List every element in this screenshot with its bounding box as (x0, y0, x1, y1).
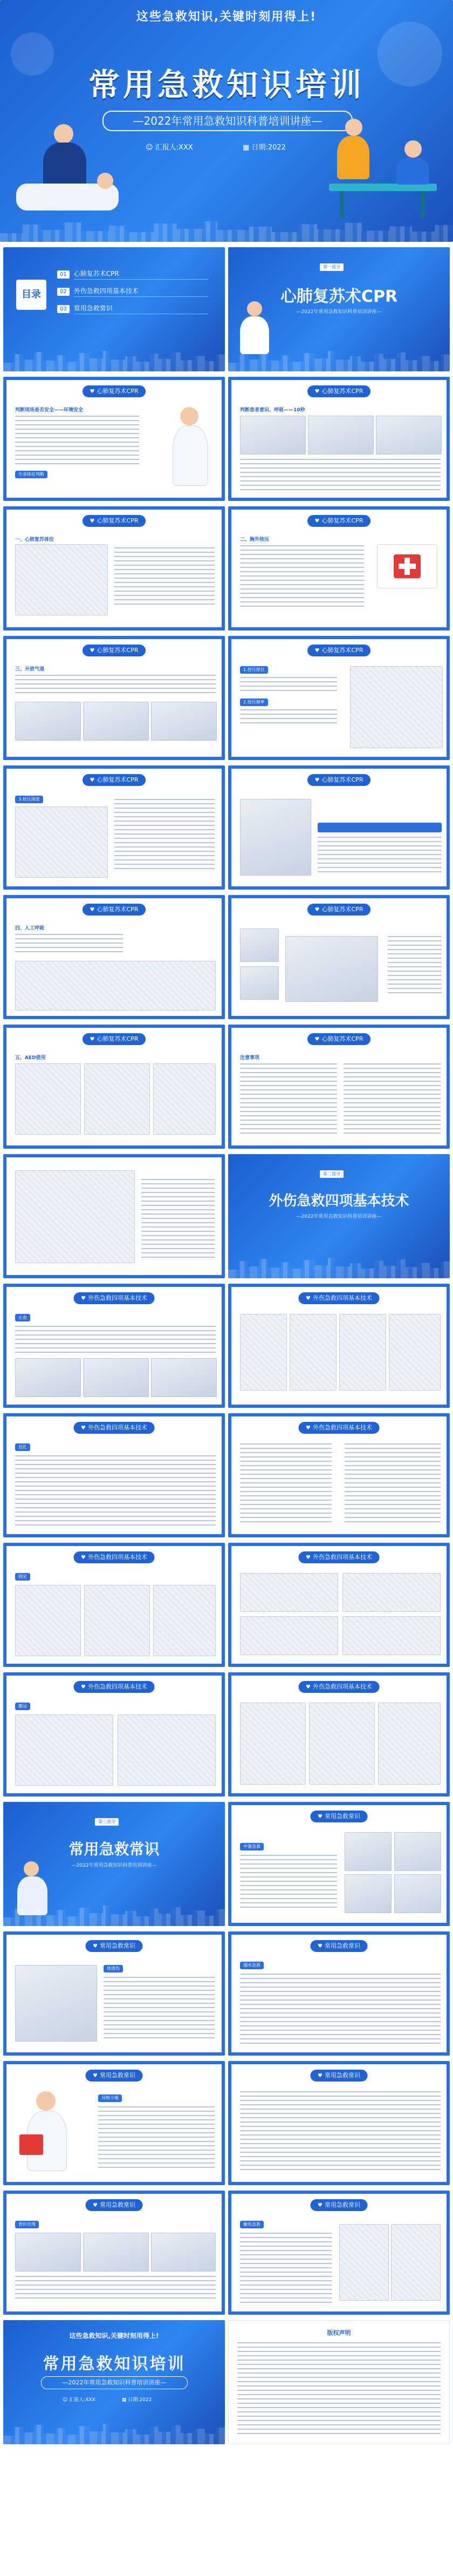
body-text (240, 459, 441, 491)
cpr-slide-5 (3, 636, 225, 760)
heart-icon: ♥ (306, 1425, 311, 1431)
toc-item[interactable] (57, 286, 208, 297)
city-skyline (0, 220, 453, 242)
header-text: 外伤急救四项基本技术 (312, 1294, 372, 1301)
bleeding-photo (83, 1358, 149, 1397)
section-pill: 2.按压频率 (240, 699, 268, 706)
heart-icon: ♥ (314, 648, 320, 654)
header-text: 常用急救常识 (324, 1813, 360, 1820)
ending-slogan: 这些急救知识,关键时刻用得上! (69, 2332, 159, 2340)
toc-item-text: 心肺复苏术CPR (74, 269, 208, 280)
trauma-slide-4 (228, 1413, 450, 1537)
section-pill: 异物卡喉 (98, 2094, 122, 2102)
cpr-photo (308, 416, 374, 455)
body-text (15, 675, 216, 696)
doctor-illustration (17, 2091, 77, 2172)
heart-icon: ♥ (93, 1943, 98, 1949)
common-slide-2 (3, 1931, 225, 2056)
slide-heading: 四、人工呼吸 (15, 926, 45, 931)
section-pill: 触电急救 (240, 2221, 264, 2228)
body-text (114, 547, 215, 607)
burn-photo (15, 1965, 97, 2042)
slide-header (298, 1422, 380, 1434)
cpr-slide-7 (3, 765, 225, 890)
aed-sketch (84, 1063, 150, 1135)
cpr-slide-6 (228, 636, 450, 760)
fracture-photo (83, 2233, 149, 2272)
date-text: 日期:2022 (251, 144, 286, 152)
slide-heading: 判断现场是否安全——环境安全 (15, 408, 84, 413)
flow-sketch (15, 1170, 135, 1263)
splint-sketch (342, 1573, 441, 1612)
common-slide-7 (228, 2191, 450, 2315)
airway-photo (151, 702, 217, 741)
copyright-slide (228, 2320, 450, 2444)
header-text: 常用急救常识 (99, 2201, 135, 2208)
cover-presenter (146, 141, 193, 152)
compression-sketch (15, 806, 108, 878)
section-pill: 搬运 (15, 1703, 30, 1710)
header-text: 心肺复苏术CPR (97, 517, 139, 524)
main-photo (285, 936, 378, 1002)
header-text: 外伤急救四项基本技术 (312, 1424, 372, 1431)
carry-sketch (118, 1714, 216, 1786)
electric-shock-sketch (391, 2224, 441, 2301)
common-slide-5 (228, 2061, 450, 2185)
slide-heading: 三、开放气道 (15, 667, 45, 672)
heatstroke-photo (345, 1832, 392, 1871)
section3-slide (3, 1802, 225, 1926)
heart-icon: ♥ (90, 389, 95, 395)
cover-subtitle: —2022年常用急救知识科普培训讲座— (102, 111, 353, 131)
toc-item-text: 常用急救常识 (74, 303, 208, 314)
airway-photo (83, 702, 149, 741)
toc-item-num: 01 (57, 270, 70, 279)
header-text: 心肺复苏术CPR (97, 1035, 139, 1042)
splint-sketch (240, 1573, 338, 1612)
cpr-slide-4 (228, 506, 450, 631)
section-title: 心肺复苏术CPR (280, 287, 398, 306)
toc-item-num: 02 (57, 288, 70, 296)
cpr-photo (376, 416, 442, 455)
slide-header (73, 1292, 155, 1304)
ending-subtitle: —2022年常用急救知识科普培训讲座— (41, 2376, 188, 2389)
section-sub: —2022年常用急救知识科普培训讲座— (296, 309, 382, 315)
rescuer-illustration (16, 119, 124, 221)
cpr-slide-3 (3, 506, 225, 631)
heart-icon: ♥ (314, 1036, 320, 1042)
cover-slogan: 这些急救知识,关键时刻用得上! (136, 10, 317, 24)
body-text (98, 2106, 215, 2170)
ending-slide (3, 2320, 225, 2444)
heart-icon: ♥ (90, 1036, 95, 1042)
body-text (240, 2091, 441, 2172)
section-title: 常用急救常识 (68, 1840, 160, 1858)
slide-header (83, 774, 146, 786)
user-icon: ☺ (63, 2397, 68, 2403)
slide-header (307, 774, 371, 786)
heatstroke-photo (394, 1874, 441, 1913)
slide-header (83, 645, 146, 656)
heart-icon: ♥ (81, 1425, 86, 1431)
cover-title: 常用急救知识培训 (88, 66, 365, 103)
header-text: 外伤急救四项基本技术 (312, 1554, 372, 1561)
heart-icon: ♥ (81, 1296, 86, 1301)
toc-item[interactable] (57, 303, 208, 314)
toc-item[interactable] (57, 269, 208, 280)
body-text (240, 1063, 337, 1134)
cpr-slide-9 (3, 895, 225, 1019)
cpr-slide-1 (3, 377, 225, 501)
section-part-badge: 第一部分 (320, 263, 344, 271)
trauma-slide-5 (3, 1543, 225, 1667)
toc-list (57, 269, 208, 314)
toc-item-text: 外伤急救四项基本技术 (74, 286, 208, 297)
common-slide-3 (228, 1931, 450, 2056)
sling-sketch (15, 1585, 81, 1656)
splint-sketch (240, 1616, 338, 1655)
slide-header (298, 1551, 380, 1563)
carry-sketch (309, 1703, 375, 1785)
carry-sketch (15, 1714, 113, 1786)
cpr-slide-13 (3, 1154, 225, 1278)
slide-header (83, 515, 146, 527)
common-slide-1 (228, 1802, 450, 1926)
cpr-photo (240, 416, 306, 455)
body-text (240, 1443, 332, 1524)
body-text (240, 709, 337, 726)
slide-header (83, 1033, 146, 1045)
presenter-text: 汇报人:XXX (69, 2397, 95, 2403)
slide-header (298, 1681, 380, 1693)
cpr-slide-11 (3, 1025, 225, 1149)
bandage-sketch (290, 1314, 337, 1391)
bleeding-photo (15, 1358, 81, 1397)
header-text: 常用急救常识 (99, 2072, 135, 2079)
city-skyline (228, 350, 450, 371)
cpr-slide-10 (228, 895, 450, 1019)
slide-header (85, 2199, 143, 2211)
section-pill: 溺水急救 (240, 1962, 264, 1969)
heart-icon: ♥ (93, 2073, 98, 2079)
slide-heading: 五、AED使用 (15, 1055, 46, 1061)
highlight-bar (318, 823, 442, 832)
heart-icon: ♥ (314, 389, 320, 395)
heart-icon: ♥ (90, 777, 95, 783)
electric-shock-sketch (339, 2224, 389, 2301)
aed-sketch (153, 1063, 216, 1135)
header-text: 外伤急救四项基本技术 (87, 1554, 147, 1561)
section-pill: 骨折处理 (15, 2221, 39, 2228)
common-slide-6 (3, 2191, 225, 2315)
breathing-steps-sketch (15, 961, 216, 1011)
slide-heading: 二、胸外按压 (240, 537, 270, 543)
step-photo (240, 966, 279, 1000)
header-text: 心肺复苏术CPR (321, 647, 363, 654)
ending-presenter (63, 2396, 95, 2403)
body-text (15, 1455, 216, 1526)
toc-slide (3, 247, 225, 371)
section-pill: 烧烫伤 (104, 1965, 123, 1972)
body-text (344, 1063, 441, 1134)
cpr-slide-8 (228, 765, 450, 890)
body-text (15, 416, 139, 464)
body-text (141, 1179, 215, 1260)
slide-header (307, 645, 371, 656)
section-part-badge: 第三部分 (95, 1818, 119, 1826)
position-sketch (15, 544, 108, 615)
slide-heading: 判断患者意识、呼吸——10秒 (240, 408, 305, 413)
slide-header (85, 2070, 143, 2082)
aed-sketch (15, 1063, 81, 1135)
heart-icon: ♥ (81, 1555, 86, 1561)
header-text: 心肺复苏术CPR (97, 388, 139, 395)
section-part-badge: 第二部分 (320, 1170, 344, 1178)
slide-heading: 注意事项 (240, 1055, 260, 1061)
header-text: 心肺复苏术CPR (97, 776, 139, 783)
notice-body-text (237, 2342, 441, 2434)
trauma-slide-7 (3, 1672, 225, 1797)
header-text: 外伤急救四项基本技术 (87, 1294, 147, 1301)
body-text (240, 545, 364, 610)
slide-header (307, 1033, 371, 1045)
heart-icon: ♥ (90, 648, 95, 654)
heart-icon: ♥ (318, 1943, 322, 1949)
header-text: 心肺复苏术CPR (97, 906, 139, 913)
header-text: 心肺复苏术CPR (321, 776, 363, 783)
trauma-slide-8 (228, 1672, 450, 1797)
slide-header (310, 1940, 368, 1952)
heart-icon: ♥ (318, 2202, 322, 2208)
section-pill: 包扎 (15, 1443, 30, 1451)
section-pill: 止血 (15, 1314, 30, 1321)
trauma-slide-1 (3, 1284, 225, 1408)
slide-header (307, 385, 371, 397)
bandage-sketch (339, 1314, 386, 1391)
section-sub: —2022年常用急救知识科普培训讲座— (71, 1863, 157, 1868)
slide-header (83, 904, 146, 916)
header-text: 常用急救常识 (99, 1942, 135, 1949)
step-photo (240, 928, 279, 962)
bleeding-photo (151, 1358, 217, 1397)
slide-header (73, 1422, 155, 1434)
header-text: 外伤急救四项基本技术 (87, 1683, 147, 1690)
header-text: 心肺复苏术CPR (97, 647, 139, 654)
ending-title: 常用急救知识培训 (43, 2355, 186, 2374)
chest-photo (240, 799, 311, 876)
city-skyline (3, 1904, 225, 1926)
heart-icon: ♥ (90, 518, 95, 524)
city-skyline (3, 350, 225, 371)
fracture-photo (151, 2233, 216, 2272)
slide-header (85, 1940, 143, 1952)
section2-slide (228, 1154, 450, 1278)
heart-icon: ♥ (90, 907, 95, 913)
toc-item-num: 03 (57, 305, 70, 313)
heart-icon: ♥ (306, 1684, 311, 1690)
header-text: 心肺复苏术CPR (321, 906, 363, 913)
header-text: 外伤急救四项基本技术 (312, 1683, 372, 1690)
airway-photo (15, 702, 81, 741)
body-text (345, 1443, 441, 1524)
cpr-slide-12 (228, 1025, 450, 1149)
body-text (240, 2233, 332, 2303)
header-text: 常用急救常识 (324, 1942, 360, 1949)
header-text: 心肺复苏术CPR (321, 1035, 363, 1042)
bandage-sketch (240, 1314, 287, 1391)
slide-header (310, 2199, 368, 2211)
header-text: 常用急救常识 (324, 2072, 360, 2079)
heart-icon: ♥ (314, 518, 320, 524)
body-text (15, 2276, 216, 2302)
splint-sketch (342, 1616, 441, 1655)
body-text (240, 1855, 337, 1909)
heart-icon: ♥ (314, 907, 320, 913)
heart-icon: ♥ (306, 1555, 311, 1561)
sling-sketch (84, 1585, 150, 1656)
bandage-sketch (389, 1314, 441, 1391)
section-pill: 固定 (15, 1573, 30, 1581)
header-text: 常用急救常识 (324, 2201, 360, 2208)
date-text: 日期:2022 (128, 2397, 152, 2403)
cover-slide (0, 0, 453, 242)
doctor-illustration (234, 301, 277, 361)
heart-icon: ♥ (93, 2202, 98, 2208)
cover-date (243, 141, 286, 152)
body-text (388, 936, 442, 995)
body-text (240, 1974, 441, 2044)
fracture-photo (15, 2233, 81, 2272)
heart-icon: ♥ (314, 777, 320, 783)
breathing-sketch (350, 666, 443, 748)
body-text (15, 1326, 216, 1353)
body-text (240, 677, 337, 693)
body-text (318, 837, 442, 875)
slide-header (307, 904, 371, 916)
toc-label: 目录 (16, 280, 46, 310)
heart-icon: ♥ (318, 1814, 322, 1820)
slide-header (307, 515, 371, 527)
section-pill: 中暑急救 (240, 1843, 264, 1850)
user-icon: ☺ (146, 144, 153, 152)
ending-date (122, 2396, 152, 2403)
trauma-slide-2 (228, 1284, 450, 1408)
section-title: 外伤急救四项基本技术 (269, 1193, 409, 1209)
section-pill: 3.按压深度 (15, 796, 43, 803)
section-pill: 生命体征判断 (15, 471, 47, 478)
trauma-slide-3 (3, 1413, 225, 1537)
slide-header (310, 2070, 368, 2082)
body-text (104, 1977, 215, 2041)
body-text (114, 799, 215, 869)
slide-heading: 一、心肺复苏体位 (15, 537, 54, 543)
heart-icon: ♥ (81, 1684, 86, 1690)
header-text: 外伤急救四项基本技术 (87, 1424, 147, 1431)
carry-sketch (378, 1703, 441, 1785)
heatstroke-photo (345, 1874, 392, 1913)
common-slide-4 (3, 2061, 225, 2185)
section1-slide (228, 247, 450, 371)
slide-header (298, 1292, 380, 1304)
calendar-icon: ▦ (243, 144, 250, 152)
cpr-slide-2 (228, 377, 450, 501)
calendar-icon: ▦ (122, 2397, 127, 2403)
stretcher-illustration (324, 119, 442, 221)
heart-icon: ♥ (318, 2073, 322, 2079)
notice-title: 版权声明 (327, 2329, 351, 2336)
first-aid-kit (377, 544, 437, 588)
slide-header (73, 1681, 155, 1693)
header-text: 心肺复苏术CPR (321, 517, 363, 524)
heart-icon: ♥ (306, 1296, 311, 1301)
city-skyline (228, 1257, 450, 1278)
heatstroke-photo (394, 1832, 441, 1871)
slide-header (83, 385, 146, 397)
carry-sketch (240, 1703, 306, 1785)
trauma-slide-6 (228, 1543, 450, 1667)
presenter-text: 汇报人:XXX (155, 144, 193, 152)
doctor-illustration (168, 407, 211, 488)
header-text: 心肺复苏术CPR (321, 388, 363, 395)
city-skyline (3, 2423, 225, 2444)
slide-header (310, 1811, 368, 1822)
body-text (15, 934, 123, 955)
section-sub: —2022年常用急救知识科普培训讲座— (296, 1214, 382, 1219)
sling-sketch (153, 1585, 216, 1656)
slide-header (73, 1551, 155, 1563)
section-pill: 1.按压部位 (240, 666, 268, 674)
